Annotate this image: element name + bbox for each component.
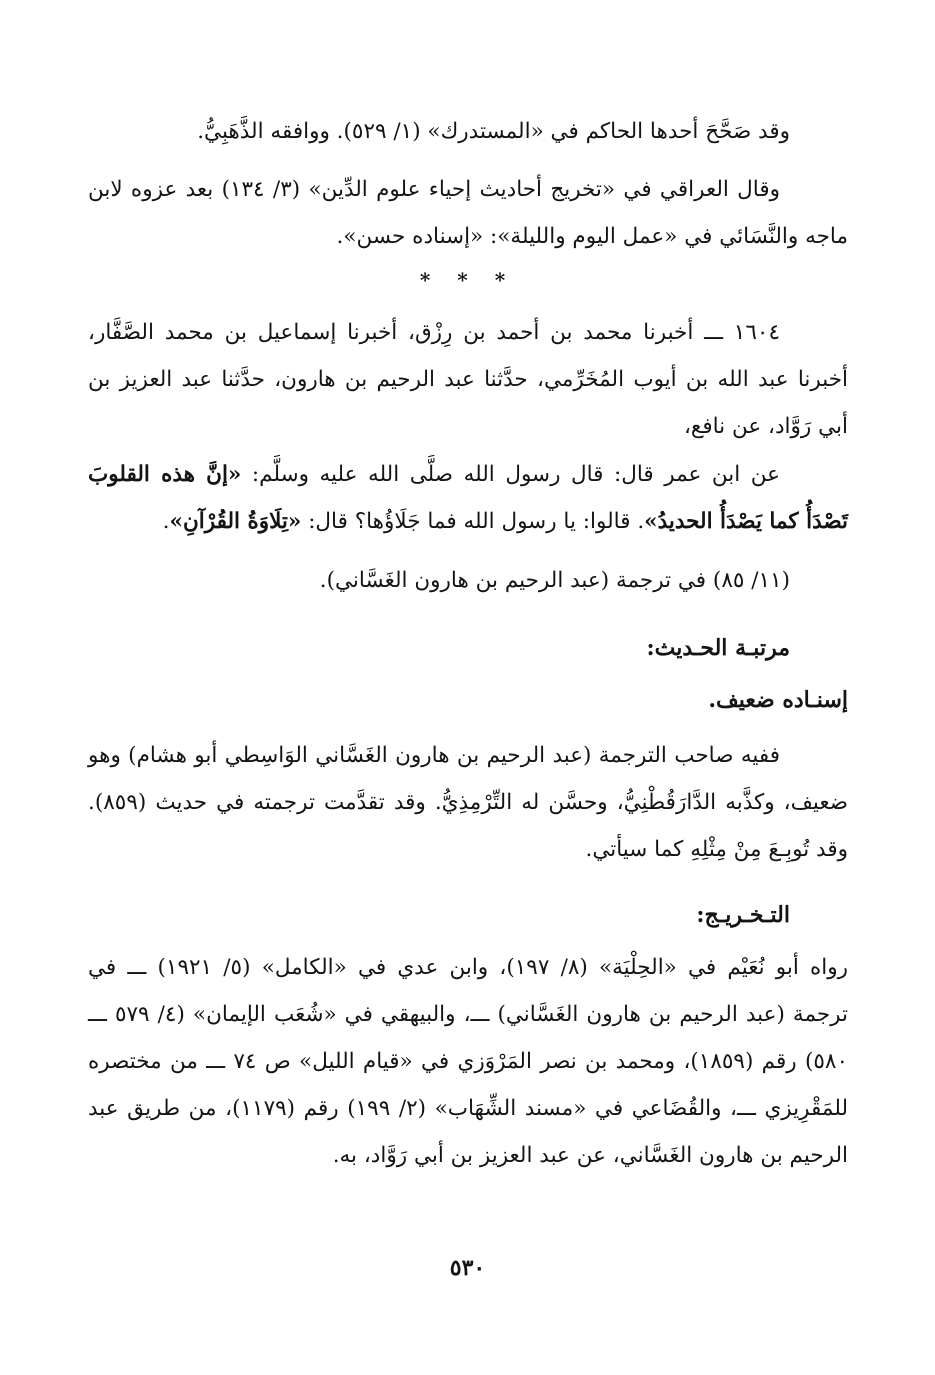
matn-intro: عن ابن عمر قال: قال رسول الله صلَّى الله عليه وسلَّم: — [241, 462, 780, 487]
verdict-line: إسنـاده ضعيف. — [708, 687, 848, 713]
paragraph-matn — [88, 451, 848, 545]
tarjama-line: (١١/ ٨٥) في ترجمة (عبد الرحيم بن هارون الغَسَّاني). — [319, 568, 790, 593]
section-heading-takhrij: التـخـريـج: — [696, 902, 790, 928]
paragraph-iraqi: وقال العراقي في «تخريج أحاديث إحياء علوم الدِّين» (٣/ ١٣٤) بعد عزوه لابن ماجه والنَّسَائي في «عمل اليوم والليلة»: «إسناده حسن». — [88, 177, 848, 249]
paragraph-isnad: ١٦٠٤ ـــ أخبرنا محمد بن أحمد بن رِزْق، أخبرنا إسماعيل بن محمد الصَّفَّار، أخبرنا عبد الله بن أيوب المُخَرِّمي، حدَّثنا عبد الرحيم بن هارون، حدَّثنا عبد العزيز بن أبي رَوَّاد، عن نافع، — [88, 320, 848, 439]
hadith-answer: «تِلَاوَةُ القُرْآنِ» — [169, 509, 302, 534]
hadith-text: «إنَّ هذه القلوبَ تَصْدَأُ كما يَصْدَأُ الحديدُ» — [88, 462, 848, 534]
matn-end: . — [162, 509, 170, 534]
paragraph-takhrij: رواه أبو نُعَيْم في «الحِلْيَة» (٨/ ١٩٧)، وابن عدي في «الكامل» (٥/ ١٩٢١) ـــ في ترجمة (عبد الرحيم بن هارون الغَسَّاني) ـــ، والبيهقي في «شُعَب الإيمان» (٤/ ٥٧٩ ـــ ٥٨٠) رقم (١٨٥٩)، ومحمد بن نصر المَرْوَزي في «قيام الليل» ص ٧٤ ـــ من مختصره للمَقْرِيزي ـــ، والقُضَاعي في «مسند الشِّهَاب» (٢/ ١٩٩) رقم (١١٧٩)، من طريق عبد الرحيم بن هارون الغَسَّاني، عن عبد العزيز بن أبي رَوَّاد، به. — [88, 955, 849, 1168]
matn-middle: . قالوا: يا رسول الله فما جَلَاؤُها؟ قال: — [301, 509, 645, 534]
separator-stars: * * * — [419, 268, 516, 292]
paragraph-explanation: ففيه صاحب الترجمة (عبد الرحيم بن هارون الغَسَّاني الوَاسِطي أبو هشام) وهو ضعيف، وكذَّبه الدَّارَقُطْنِيُّ، وحسَّن له التِّرْمِذِيُّ. وقد تقدَّمت ترجمته في حديث (٨٥٩). وقد تُوبِـعَ مِنْ مِثْلِهِ كما سيأتي. — [88, 743, 848, 862]
text-line-1: وقد صَحَّحَ أحدها الحاكم في «المستدرك» (١/ ٥٢٩). ووافقه الذَّهَبِيُّ. — [197, 119, 790, 144]
section-heading-rank: مرتبـة الحـديث: — [646, 635, 790, 661]
page-number: ٥٣٠ — [449, 1255, 486, 1281]
